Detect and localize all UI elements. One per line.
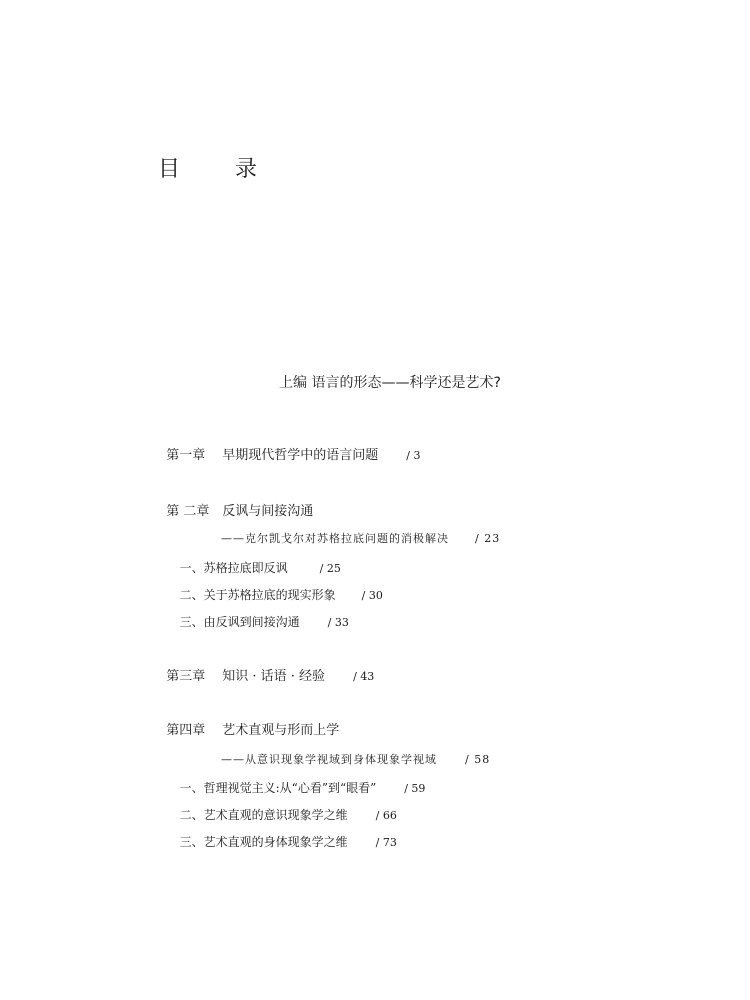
section-entry[interactable]: [172, 598, 349, 631]
chapter-title: 反讽与间接沟通: [222, 504, 314, 519]
page-ref: / 66: [375, 809, 397, 822]
page-ref: / 23: [475, 532, 501, 545]
chapter-2-subtitle[interactable]: [212, 515, 500, 547]
section-title: 二、艺术直观的意识现象学之维: [179, 808, 348, 822]
page-ref: / 3: [406, 449, 421, 462]
section-title: 一、苏格拉底即反讽: [179, 561, 288, 575]
section-title: 三、由反讽到间接沟通: [179, 615, 300, 629]
chapter-title: 知识 · 话语 · 经验: [222, 669, 326, 684]
section-title: 二、关于苏格拉底的现实形象: [179, 588, 336, 602]
section-title: 三、艺术直观的身体现象学之维: [179, 835, 348, 849]
page-ref: / 30: [361, 589, 383, 602]
toc-title: 目 录: [158, 157, 281, 182]
page-ref: / 59: [404, 782, 426, 795]
chapter-number: 第四章: [166, 723, 206, 738]
section-entry[interactable]: [172, 818, 397, 851]
part-heading: 上编 语言的形态——科学还是艺术?: [279, 375, 501, 391]
chapter-number: 第 二章: [166, 504, 210, 519]
subtitle-text: ——从意识现象学视域到身体现象学视域: [221, 753, 437, 766]
page-ref: / 25: [319, 562, 341, 575]
subtitle-text: ——克尔凯戈尔对苏格拉底问题的消极解决: [221, 532, 449, 545]
page-ref: / 33: [327, 616, 349, 629]
chapter-4-entry[interactable]: [158, 707, 339, 739]
page-ref: / 58: [465, 753, 491, 766]
chapter-title: 早期现代哲学中的语言问题: [222, 448, 379, 463]
chapter-number: 第三章: [166, 669, 206, 684]
section-title: 一、哲理视觉主义:从“心看”到“眼看”: [179, 781, 377, 795]
page-ref: / 43: [353, 670, 375, 683]
chapter-title: 艺术直观与形而上学: [222, 723, 340, 738]
chapter-1-entry[interactable]: [158, 432, 420, 464]
chapter-number: 第一章: [166, 448, 206, 463]
chapter-3-entry[interactable]: [158, 653, 374, 685]
page-ref: / 73: [375, 836, 397, 849]
